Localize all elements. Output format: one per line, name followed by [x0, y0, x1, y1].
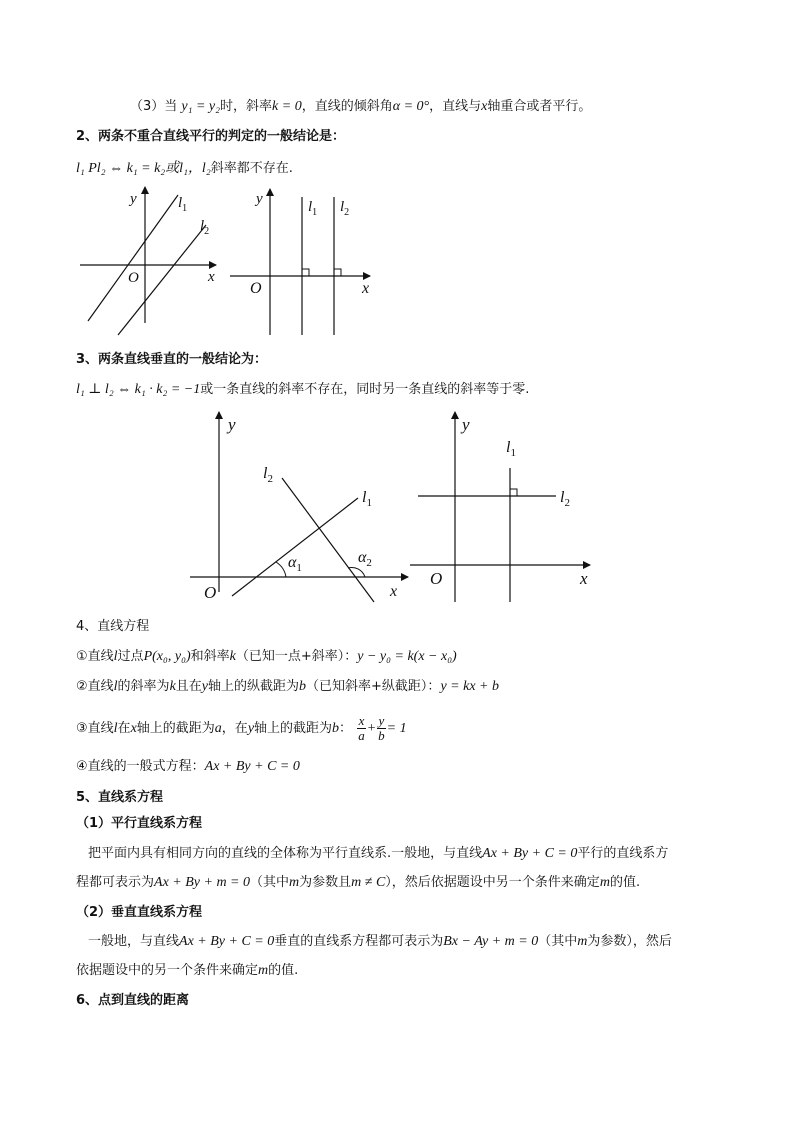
- section-3-heading: 3、两条直线垂直的一般结论为：: [76, 352, 268, 367]
- intercept-fraction-y: $\frac{y}{b}$: [378, 713, 385, 743]
- fig3-alpha1-label: $\alpha_1$: [288, 554, 302, 574]
- line-equation-item-1: ①直线l过点P(x₀, y₀)和斜率k（已知一点+斜率）：y − y₀ = k(x − x₀): [76, 649, 457, 664]
- line-equation-item-2: ②直线l的斜率为k且在y轴上的纵截距为b（已知斜率+纵截距）：y = kx + b: [76, 679, 499, 694]
- case3-condition: y₁ = y₂: [181, 99, 221, 114]
- line-equation-item-4: ④直线的一般式方程：Ax + By + C = 0: [76, 759, 300, 774]
- fig3-alpha2-label: $\alpha_2$: [358, 549, 372, 569]
- fig2-right-angle-1: [302, 269, 309, 276]
- fig4-right-angle: [510, 489, 517, 496]
- intercept-fraction-x: $\frac{x}{a}$: [358, 713, 365, 743]
- fig3-x-label: x: [390, 583, 398, 600]
- case3-line: （3）当 y₁ = y₂时，斜率k = 0，直线的倾斜角α = 0°，直线与x轴重合或者平行。: [130, 99, 592, 114]
- section-5-heading: 5、直线系方程: [76, 790, 164, 805]
- fig1-l1-label: $l_1$: [178, 195, 188, 214]
- section-2-heading: 2、两条不重合直线平行的判定的一般结论是：: [76, 129, 346, 144]
- section-5-sub1: （1）平行直线系方程: [76, 816, 203, 831]
- fig4-l2-label: $l_2$: [560, 489, 570, 509]
- fig3-y-label: y: [228, 415, 236, 434]
- line-equation-item-3: ③直线l在x轴上的截距为a，在y轴上的截距为b： $\frac{x}{a}$ + $\frac{y}{b}$ = 1: [76, 713, 407, 743]
- fig1-line-l1: [88, 195, 178, 321]
- fig2-x-label: x: [362, 280, 370, 297]
- fig4-x-label: x: [580, 569, 588, 588]
- fig4-origin-label: O: [430, 569, 443, 588]
- figure-perpendicular-axes: [410, 410, 600, 610]
- section-5-para2-line2: 依据题设中的另一个条件来确定m的值.: [76, 963, 299, 978]
- section-5-sub2: （2）垂直直线系方程: [76, 905, 203, 920]
- figure-parallel-oblique: [78, 185, 228, 340]
- fig4-y-label: y: [462, 415, 470, 434]
- section-5-para1-line2: 程都可表示为Ax + By + m = 0（其中m为参数且m ≠ C），然后依据题设中另一个条件来确定m的值.: [76, 875, 641, 890]
- section-5-para1-line1: 把平面内具有相同方向的直线的全体称为平行直线系.一般地，与直线Ax + By + C = 0平行的直线系方: [88, 846, 669, 861]
- case3-angle: α = 0°: [392, 99, 430, 114]
- case3-slope: k = 0: [272, 99, 302, 114]
- fig4-l1-label: $l_1$: [506, 439, 516, 459]
- section-4-heading: 4、直线方程: [76, 619, 150, 634]
- fig2-y-label: y: [256, 191, 263, 207]
- section-3-formula: l₁ ⊥ l₂ ⇔ k₁ · k₂ = −1或一条直线的斜率不存在，同时另一条直线的斜率等于零.: [76, 382, 530, 397]
- figure-perpendicular-angles: [190, 410, 415, 610]
- fig3-angle-arc-1: [276, 562, 286, 577]
- fig3-l2-label: $l_2$: [263, 465, 273, 485]
- fig1-origin-label: O: [128, 270, 139, 286]
- fig3-angle-arc-2: [348, 567, 365, 577]
- section-5-para2-line1: 一般地，与直线Ax + By + C = 0垂直的直线系方程都可表示为Bx − Ay + m = 0（其中m为参数），然后: [88, 934, 672, 949]
- section-6-heading: 6、点到直线的距离: [76, 993, 190, 1008]
- section-2-formula: l₁ Pl₂ ⇔ k₁ = k₂或l₁，l₂斜率都不存在.: [76, 161, 293, 176]
- fig1-y-label: y: [130, 191, 137, 207]
- fig2-right-angle-2: [334, 269, 341, 276]
- fig2-l2-label: $l_2$: [340, 199, 350, 218]
- figure-parallel-vertical: [228, 185, 378, 340]
- fig2-l1-label: $l_1$: [308, 199, 318, 218]
- fig3-origin-label: O: [204, 583, 217, 602]
- fig1-x-label: x: [208, 269, 215, 285]
- fig3-line-l2: [282, 478, 374, 602]
- fig2-origin-label: O: [250, 280, 262, 297]
- fig3-l1-label: $l_1$: [362, 489, 372, 509]
- fig3-line-l1: [232, 498, 358, 596]
- fig1-l2-label: $l_2$: [200, 218, 210, 237]
